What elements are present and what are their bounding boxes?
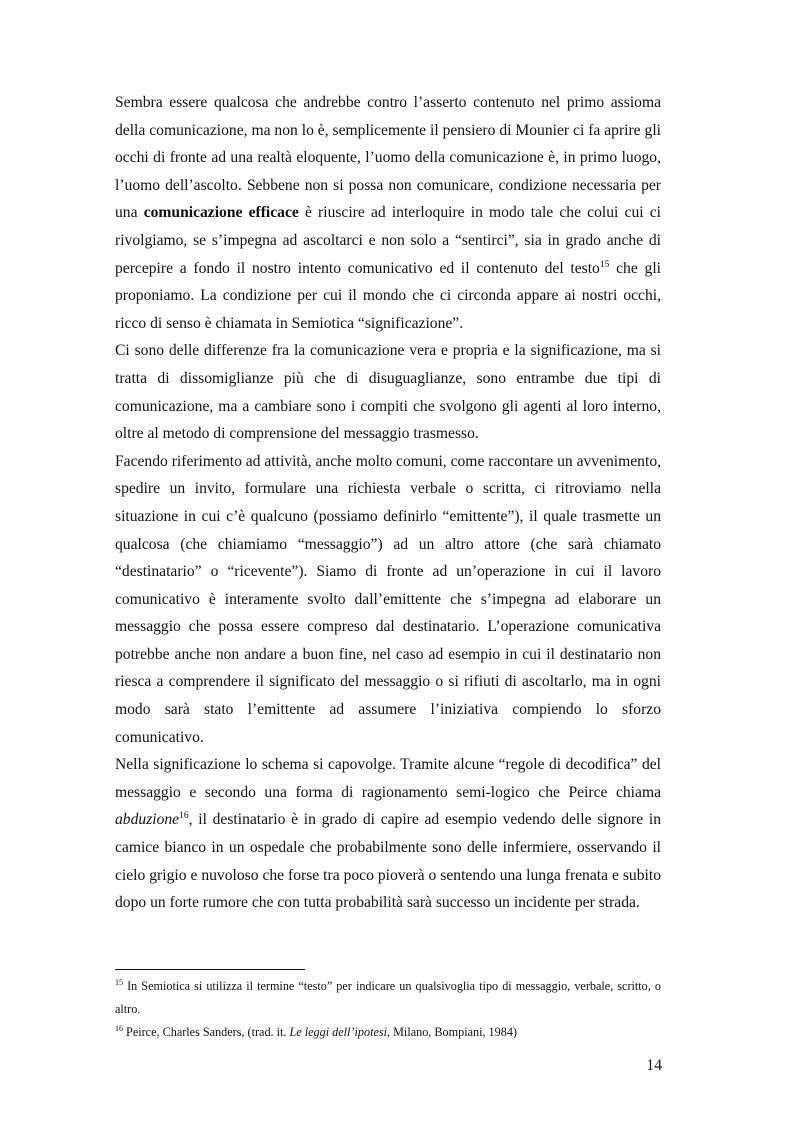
- paragraph-4: [115, 751, 661, 917]
- text-run: Facendo riferimento ad attività, anche molto comuni, come raccontare un avvenimento, spedire un invito, formulare una richiesta verbale o scritta, ci ritroviamo nella situazione in cui c’è qualcuno (possiamo definirlo “emittente”), il quale trasmette un qualcosa (che chiamiamo “messaggio”) ad un altro attore (che sarà chiamato “destinatario” o “ricevente”). Siamo di fronte ad un’operazione in cui il lavoro comunicativo è interamente svolto dall’emittente che s’impegna ad elaborare un messaggio che possa essere compreso dal destinatario. L’operazione comunicativa potrebbe anche non andare a buon fine, nel caso ad esempio in cui il destinatario non riesca a comprendere il significato del messaggio o si rifiuti di ascoltarlo, ma in ogni modo sarà stato l’emittente ad assumere l’iniziativa compiendo lo sforzo comunicativo.: [115, 452, 662, 746]
- page-number: 14: [646, 1057, 662, 1074]
- footnote-ref-16[interactable]: 16: [179, 811, 189, 822]
- text-run: Nella significazione lo schema si capovolge. Tramite alcune “regole di decodifica” del messaggio e secondo una forma di ragionamento semi-logico che Peirce chiama: [115, 756, 661, 801]
- footnotes: [115, 975, 661, 1044]
- footnote-ref-15[interactable]: 15: [599, 259, 610, 270]
- bold-term: comunicazione efficace: [143, 204, 299, 222]
- footnote-15: [115, 975, 661, 1021]
- text-run: è riuscire ad interloquire in modo tale che colui cui ci rivolgiamo, se s’impegna ad ascoltarci e non solo a “sentirci”, sia in grado anche di percepire a fondo il nostro intento comunicativo ed il contenuto del testo: [115, 204, 661, 277]
- footnote-separator: [115, 969, 305, 970]
- footnote-text: Peirce, Charles Sanders, (trad. it.: [123, 1025, 290, 1039]
- paragraph-2: [115, 337, 661, 447]
- text-run: Sembra essere qualcosa che andrebbe contro l’asserto contenuto nel primo assioma della comunicazione, ma non lo è, semplicemente il pensiero di Mounier ci fa aprire gli occhi di fronte ad una realtà eloquente, l’uomo della comunicazione è, in primo luogo, l’uomo dell’ascolto. Sebbene non si possa non comunicare, condizione necessaria per una: [115, 94, 661, 222]
- italic-term: abduzione: [115, 811, 180, 829]
- text-run: Ci sono delle differenze fra la comunicazione vera e propria e la significazione, ma si tratta di dissomiglianze più che di disuguaglianze, sono entrambe due tipi di comunicazione, ma a cambiare sono i compiti che svolgono gli agenti al loro interno, oltre al metodo di comprensione del messaggio trasmesso.: [115, 342, 661, 443]
- footnote-marker: 16: [115, 1024, 123, 1033]
- footnote-marker: 15: [115, 978, 123, 987]
- text-run: , il destinatario è in grado di capire ad esempio vedendo delle signore in camice bianco in un ospedale che probabilmente sono delle infermiere, osservando il cielo grigio e nuvoloso che forse tra poco pioverà o sentendo una lunga frenata e subito dopo un forte rumore che con tutta probabilità sarà successo un incidente per strada.: [115, 811, 661, 912]
- paragraph-3: [115, 448, 661, 752]
- main-text: [115, 89, 661, 917]
- footnote-text: In Semiotica si utilizza il termine “testo” per indicare un qualsivoglia tipo di messaggio, verbale, scritto, o altro.: [115, 979, 661, 1016]
- paragraph-1: [115, 89, 661, 337]
- footnote-16: [115, 1021, 661, 1044]
- book-title: Le leggi dell’ipotesi: [289, 1025, 387, 1039]
- footnote-text: , Milano, Bompiani, 1984): [387, 1025, 517, 1039]
- text-run: che gli proponiamo. La condizione per cui il mondo che ci circonda appare ai nostri occhi, ricco di senso è chiamata in Semiotica “significazione”.: [115, 259, 661, 332]
